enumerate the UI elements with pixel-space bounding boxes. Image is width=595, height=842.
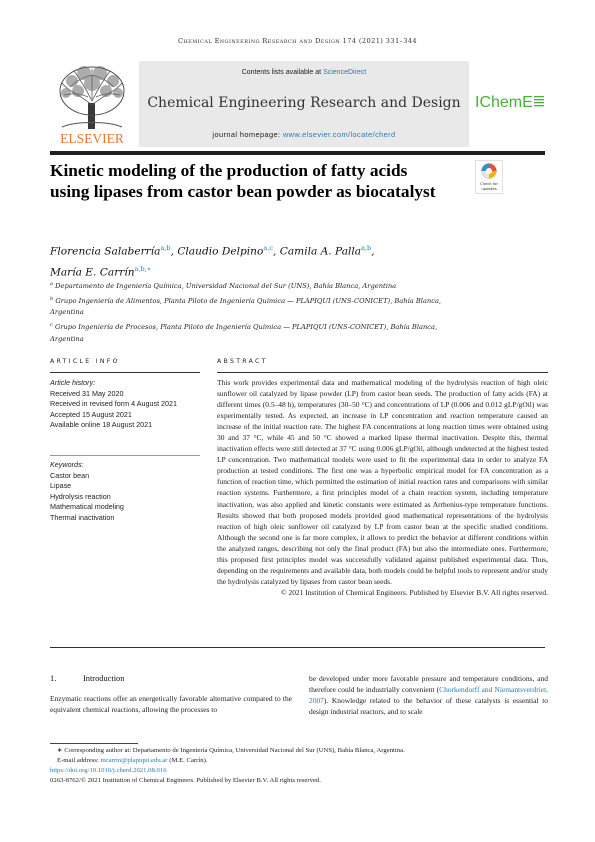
abstract-end-rule xyxy=(50,647,545,648)
author-separator: , xyxy=(272,245,280,258)
keyword: Hydrolysis reaction xyxy=(50,491,111,501)
journal-banner xyxy=(139,61,469,147)
info-divider xyxy=(50,455,200,456)
affiliation xyxy=(50,294,470,318)
section-number: 1. xyxy=(50,674,57,683)
elsevier-wordmark: ELSEVIER xyxy=(60,131,124,146)
keyword: Lipase xyxy=(50,481,72,491)
keyword: Mathematical modeling xyxy=(50,502,124,512)
affiliation-list xyxy=(50,279,470,347)
history-item: Received in revised form 4 August 2021 xyxy=(50,399,178,409)
sciencedirect-link[interactable]: ScienceDirect xyxy=(323,69,367,76)
affiliation-text: Grupo Ingeniería de Alimentos, Planta Piloto de Ingeniería Química — PLAPIQUI (UNS-CONICET), Bahía Blanca, Argentina xyxy=(50,297,442,317)
affiliation-sup: c xyxy=(50,322,53,329)
intro-text: ). Knowledge related to the behavior of these catalysts is essential to design industrial reactors, and to scale xyxy=(309,696,548,717)
abstract-rule xyxy=(217,372,548,373)
affiliation-text: Grupo Ingeniería de Procesos, Planta Piloto de Ingeniería Química — PLAPIQUI (UNS-CONICET), Bahía Blanca, Argentina xyxy=(50,323,438,343)
keyword: Thermal inactivation xyxy=(50,512,115,522)
affiliation-sup: b xyxy=(50,296,54,303)
author-affil-sup[interactable]: a,b xyxy=(361,244,372,252)
contents-prefix: Contents lists available at xyxy=(241,69,324,76)
author-name[interactable]: Claudio Delpino xyxy=(177,245,264,258)
email-link[interactable]: mcarrin@plapiqui.edu.ar xyxy=(100,757,168,764)
footnote-rule xyxy=(50,743,138,744)
abstract-copyright: © 2021 Institution of Chemical Engineers. Published by Elsevier B.V. All rights reserved. xyxy=(280,587,548,597)
history-item: Available online 18 August 2021 xyxy=(50,420,153,430)
history-label: Article history: xyxy=(50,378,96,387)
email-label: E-mail address: xyxy=(57,757,101,764)
article-history xyxy=(50,378,200,431)
email-suffix: (M.E. Carrín). xyxy=(167,757,208,764)
crossmark-label-1: Check for xyxy=(479,181,499,186)
author-affil-sup[interactable]: a,c xyxy=(263,244,273,252)
author-name[interactable]: Florencia Salaberría xyxy=(50,245,161,258)
affiliation xyxy=(50,320,470,344)
keywords-label: Keywords: xyxy=(50,460,84,469)
abstract-heading: ABSTRACT xyxy=(217,358,268,365)
check-for-updates-badge[interactable] xyxy=(475,160,503,194)
author-affil-sup[interactable]: a,b,∗ xyxy=(134,264,152,273)
homepage-prefix: journal homepage: xyxy=(212,130,283,139)
article-info-heading: ARTICLE INFO xyxy=(50,358,120,365)
abstract-text: This work provides experimental data and mathematical modeling of the hydrolysis reaction of high oleic sunflower oil catalyzed by lipase powder (LP) from castor bean seeds. The production of fatty acids (FA) at different times (0.5–48 h), temperatures (30–50 °C) and concentrations of LP (0.006 and 0.012 gLP/gOil) was experimentally tested. As expected, an increase in LP concentration and reaction temperature caused an increase of the initial reaction rate. The highest FA concentrations at long reaction times were obtained using 30 and 37 °C, while 45 and 50 °C showed a marked lipase thermal inactivation. Despite this, thermal inactivation effects were still detected at 37 °C using 0.006 gLP/gOil, although undetected at the highest tested LP concentration. Two mathematical models were used to fit the experimental data in order to analyze FA production at tested conditions. The first one was a hyperbolic empirical model for FA concentration as a function of reaction time, which permitted the estimation of initial reaction rates and comparisons with similar reaction systems. Furthermore, a first principles model of a chain reaction system, including temperature inactivation, was also applied and kinetic constants were estimated as Arrhenius-type temperature functions. Results showed that both proposed models provided good mathematical representations of the hydrolysis reaction of high oleic sunflower oil catalyzed by LP from castor bean at the specific studied conditions. Although the second one is far more complex, it allows to predict the behavior at different conditions within the analyzed ranges, describing not only the final product (FA) but also the intermediate ones. Furthermore, this proposed first principles model was successfully validated against published experimental data. Thus, depending on the requirements and available data, both models could be helpful tools to represent and/or study the hydrolysis catalyzed by lipases from castor bean seeds. xyxy=(217,378,548,586)
author-separator: , xyxy=(170,245,178,258)
doi-link[interactable]: https://doi.org/10.1016/j.cherd.2021.08.016 xyxy=(50,767,167,774)
footnotes xyxy=(50,746,545,786)
icheme-logo-icon xyxy=(475,86,547,116)
homepage-line xyxy=(139,130,469,139)
article-info-rule xyxy=(50,372,200,373)
author-name[interactable]: Camila A. Palla xyxy=(279,245,362,258)
masthead-rule xyxy=(50,151,545,155)
keyword: Castor bean xyxy=(50,470,90,480)
citation-link[interactable]: Chorkendorff and Niemantsverdriet, 2007 xyxy=(309,685,548,706)
affiliation xyxy=(50,279,470,292)
running-head: Chemical Engineering Research and Design 174 (2021) 331–344 xyxy=(177,37,418,45)
intro-paragraph-right xyxy=(309,673,548,717)
article-title: Kinetic modeling of the production of fatty acids using lipases from castor bean powder as biocatalyst xyxy=(50,161,436,201)
corresponding-author-note: ∗ Corresponding author at: Departamento de Ingeniería Química, Universidad Nacional del Sur (UNS), Bahía Blanca, Argentina. xyxy=(57,747,405,754)
author-name[interactable]: María E. Carrín xyxy=(50,266,135,279)
crossmark-label-2: updates xyxy=(481,186,497,191)
section-heading xyxy=(50,674,124,683)
history-item: Accepted 15 August 2021 xyxy=(50,409,132,419)
icheme-logo[interactable] xyxy=(475,86,547,116)
intro-paragraph-left: Enzymatic reactions offer an energetically favorable alternative compared to the equivalent chemical reactions, allowing the processes to xyxy=(50,694,292,715)
author-affil-sup[interactable]: a,b xyxy=(160,244,171,252)
issn-line: 0263-8762/© 2021 Institution of Chemical Engineers. Published by Elsevier B.V. All rights reserved. xyxy=(50,777,321,784)
abstract-body xyxy=(217,377,548,598)
elsevier-tree-icon xyxy=(50,61,135,147)
contents-line xyxy=(139,69,469,76)
affiliation-sup: a xyxy=(50,281,53,287)
elsevier-logo[interactable] xyxy=(50,61,135,147)
crossmark-icon xyxy=(475,160,503,194)
journal-name: Chemical Engineering Research and Design xyxy=(147,95,461,111)
author-separator: , xyxy=(371,245,375,258)
affiliation-text: Departamento de Ingeniería Química, Universidad Nacional del Sur (UNS), Bahía Blanca, Argentina xyxy=(55,282,397,291)
journal-homepage-link[interactable]: www.elsevier.com/locate/cherd xyxy=(282,130,396,139)
email-line xyxy=(50,756,545,766)
author-list xyxy=(50,240,470,281)
intro-text: be developed under more favorable pressure and temperature conditions, and therefore could be industrially convenient ( xyxy=(309,674,548,695)
keywords-block xyxy=(50,460,200,524)
history-item: Received 31 May 2020 xyxy=(50,388,124,398)
section-title: Introduction xyxy=(83,674,125,683)
icheme-wordmark: IChemE xyxy=(475,94,533,111)
